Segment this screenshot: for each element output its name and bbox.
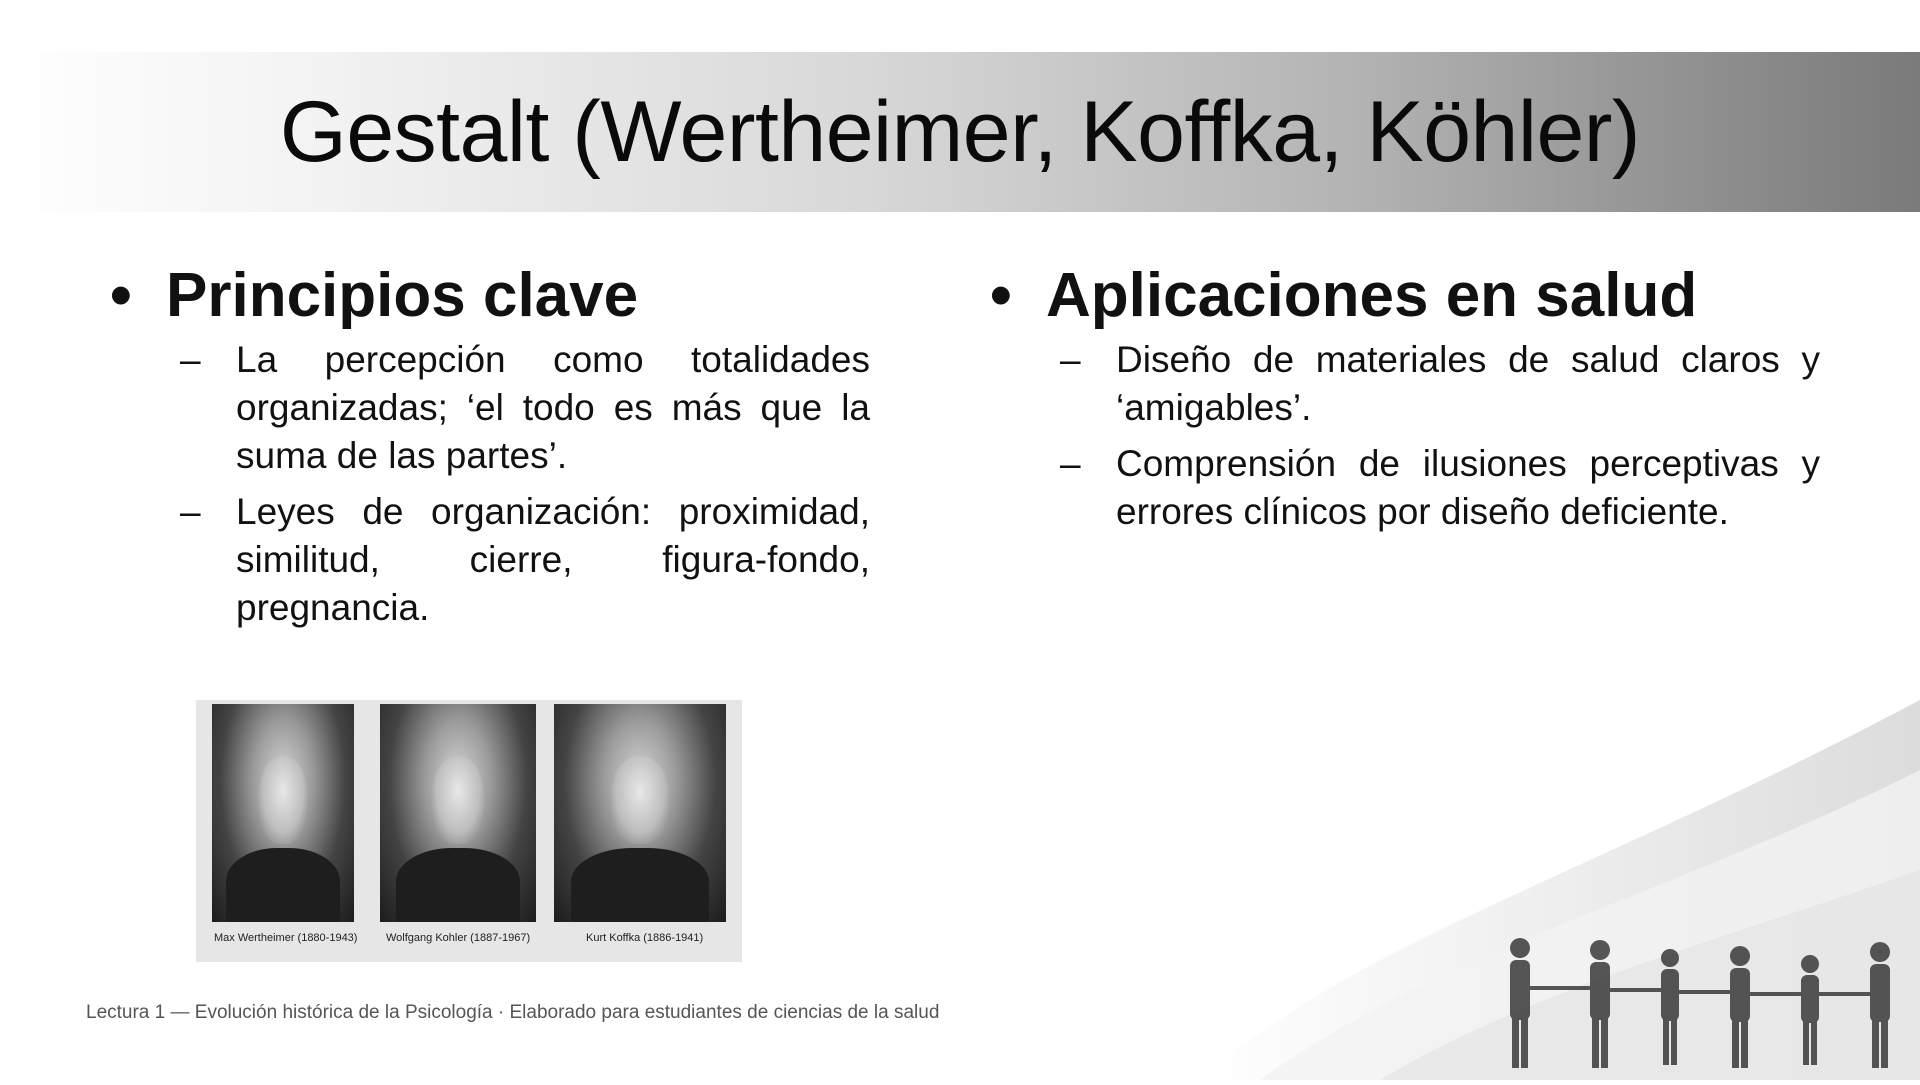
- left-heading: [110, 258, 870, 334]
- portrait-wertheimer: [212, 704, 354, 922]
- slide-footer: Lectura 1 — Evolución histórica de la Psicología · Elaborado para estudiantes de ciencias de la salud: [86, 1002, 940, 1023]
- body-shape: [571, 848, 709, 922]
- body-shape: [226, 848, 340, 922]
- face-shape: [257, 756, 308, 843]
- list-item: [110, 488, 870, 632]
- list-item: [990, 440, 1820, 536]
- list-item: [110, 336, 870, 480]
- slide-title: Gestalt (Wertheimer, Koffka, Köhler): [279, 83, 1641, 180]
- dash-icon: –: [180, 491, 201, 532]
- bullet-icon: •: [990, 261, 1012, 330]
- people-holding-hands-icon: [1480, 930, 1920, 1080]
- portrait-koffka: [554, 704, 726, 922]
- gestalt-founders-photo: [196, 700, 742, 962]
- portrait-kohler: [380, 704, 536, 922]
- body-shape: [396, 848, 521, 922]
- list-item-text: La percepción como totalidades organizadas; ‘el todo es más que la suma de las partes’.: [236, 339, 870, 476]
- right-column: [990, 258, 1820, 544]
- left-column: [110, 258, 870, 640]
- left-heading-text: Principios clave: [166, 261, 639, 330]
- dash-icon: –: [180, 339, 201, 380]
- photo-caption: Max Wertheimer (1880-1943): [214, 932, 358, 944]
- face-shape: [430, 756, 486, 843]
- photo-caption: Wolfgang Kohler (1887-1967): [386, 932, 531, 944]
- list-item: [990, 336, 1820, 432]
- list-item-text: Diseño de materiales de salud claros y ‘amigables’.: [1116, 339, 1820, 428]
- right-heading-text: Aplicaciones en salud: [1046, 261, 1698, 330]
- bullet-icon: •: [110, 261, 132, 330]
- photo-caption: Kurt Koffka (1886-1941): [586, 932, 704, 944]
- dash-icon: –: [1060, 339, 1081, 380]
- list-item-text: Leyes de organización: proximidad, similitud, cierre, figura-fondo, pregnancia.: [236, 491, 870, 628]
- dash-icon: –: [1060, 443, 1081, 484]
- right-heading: [990, 258, 1820, 334]
- list-item-text: Comprensión de ilusiones perceptivas y errores clínicos por diseño deficiente.: [1116, 443, 1820, 532]
- face-shape: [609, 756, 671, 843]
